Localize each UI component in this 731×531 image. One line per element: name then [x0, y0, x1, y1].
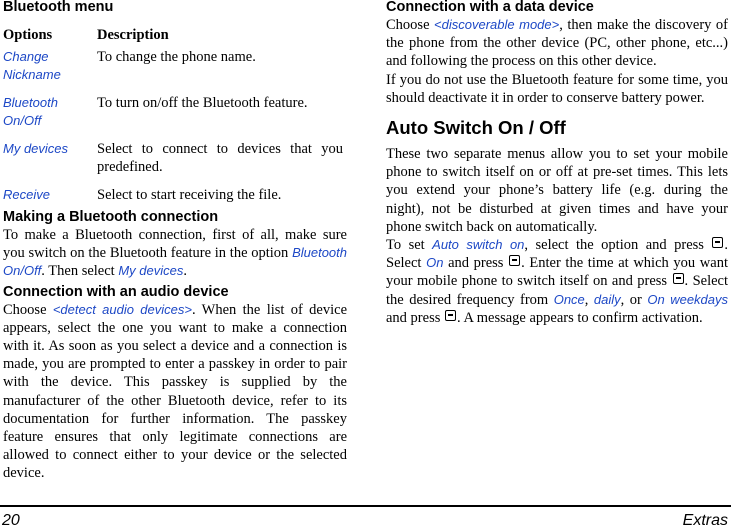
table-row	[3, 48, 343, 94]
option-description: Select to connect to devices that you predefined.	[97, 141, 343, 175]
data-device-paragraph: Choose <discoverable mode>, then make the discovery of the phone from the other device (PC, other phone, etc...) and following the process on this other device.	[386, 17, 729, 70]
auto-switch-instructions: To set Auto switch on, select the option and press . Select On and press . Enter the time at which you want your mobile phone to switch itself on and press . Select the desired frequency from Once, daily, or On weekdays and press . A message appears to confirm activation.	[386, 237, 729, 326]
ok-key-icon	[712, 237, 723, 248]
table-header-row	[3, 22, 343, 48]
description-header: Description	[97, 26, 169, 43]
auto-switch-heading: Auto Switch On / Off	[386, 117, 566, 139]
data-device-heading: Connection with a data device	[386, 0, 594, 15]
bluetooth-on-off-link: Bluetooth On/Off	[3, 245, 347, 279]
option-my-devices: My devices	[3, 141, 69, 156]
detect-audio-devices-link: <detect audio devices>	[52, 301, 192, 317]
making-connection-paragraph: To make a Bluetooth connection, first of all, make sure you switch on the Bluetooth feature in the option Bluetooth On/Off. Then select My devices.	[3, 227, 347, 280]
making-connection-heading: Making a Bluetooth connection	[3, 209, 219, 225]
ok-key-icon	[509, 255, 520, 266]
page-number: 20	[2, 512, 20, 529]
ok-key-icon	[673, 273, 684, 284]
once-link: Once	[553, 291, 585, 307]
audio-device-paragraph: Choose <detect audio devices>. When the list of device appears, select the one you want to make a connection with it. As soon as you select a device and a connection is made, you are prompted to enter a passkey in order to pair with the device. This passkey is supplied by the manufacturer of the other Bluetooth device, refer to its documentation for further information. The passkey feature ensures that only legitimate connections are allowed to connect either to your device or the selected device.	[3, 301, 348, 482]
table-row	[3, 140, 343, 186]
bluetooth-options-table	[3, 22, 343, 212]
ok-key-icon	[445, 310, 456, 321]
option-change-nickname: Change Nickname	[3, 49, 61, 82]
audio-device-heading: Connection with an audio device	[3, 283, 229, 300]
auto-switch-intro: These two separate menus allow you to set your mobile phone to switch itself on or off at pre-set times. This lets you extend your phone’s battery life (e.g. during the night), not be disturbed at given times and have your phone switch back on automatically.	[386, 146, 728, 235]
discoverable-mode-link: <discoverable mode>	[434, 17, 560, 32]
bluetooth-menu-heading: Bluetooth menu	[3, 0, 114, 15]
on-weekdays-link: On weekdays	[647, 291, 729, 307]
my-devices-link: My devices	[118, 263, 184, 279]
table-row	[3, 94, 343, 140]
auto-switch-on-link: Auto switch on	[432, 237, 525, 253]
option-receive: Receive	[3, 187, 50, 202]
option-bluetooth-on-off: Bluetooth On/Off	[3, 95, 58, 128]
on-link: On	[426, 255, 444, 271]
deactivate-paragraph: If you do not use the Bluetooth feature for some time, you should deactivate it in order to conserve battery power.	[386, 71, 728, 106]
page-footer	[0, 505, 731, 531]
right-column	[386, 0, 728, 327]
daily-link: daily	[593, 291, 621, 307]
option-description: To turn on/off the Bluetooth feature.	[97, 95, 308, 111]
section-name: Extras	[682, 512, 728, 529]
option-description: Select to start receiving the file.	[97, 187, 282, 203]
left-column	[3, 0, 347, 483]
options-header: Options	[3, 26, 53, 43]
option-description: To change the phone name.	[97, 49, 256, 65]
